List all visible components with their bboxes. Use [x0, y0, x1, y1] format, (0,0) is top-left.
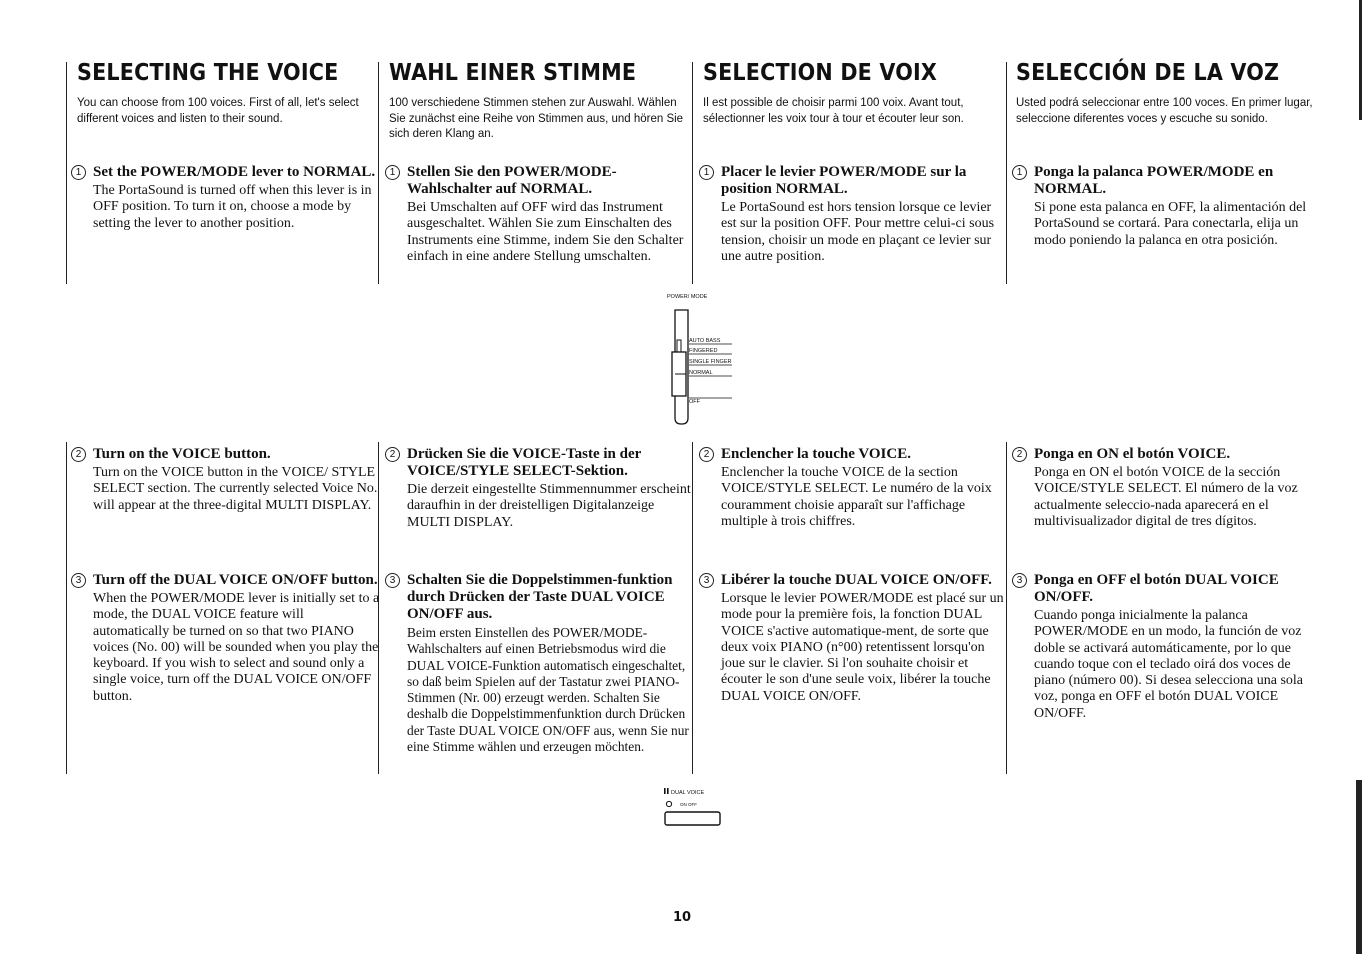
- dual-voice-label: DUAL VOICE: [671, 790, 705, 796]
- step-body: Si pone esta palanca en OFF, la alimentación del PortaSound se cortará. Para conectarla, elija un modo poniendo la palanca en otra posición.: [1034, 200, 1307, 248]
- step-3: [699, 572, 1009, 705]
- step-body: The PortaSound is turned off when this lever is in OFF position. To turn it on, choose a mode by setting the lever to another position.: [93, 183, 372, 231]
- step-heading: [385, 446, 695, 480]
- step-number-circle: 2: [1012, 447, 1027, 462]
- step-heading: [385, 164, 695, 198]
- step-heading-text: Stellen Sie den POWER/MODE-Wahlschalter auf NORMAL.: [407, 164, 617, 197]
- step-heading: [1012, 572, 1322, 606]
- step-body: Lorsque le levier POWER/MODE est placé sur un mode pour la première fois, la fonction DUAL VOICE s'active automatique-ment, de sorte que deux voix PIANO (n°00) retentissent lorsqu'on joue sur le clavier. Si l'on souhaite choisir et écouter le son d'une seule voix, libérer la touche DUAL VOICE ON/OFF.: [721, 591, 1004, 704]
- dual-voice-button: [665, 812, 720, 825]
- step-3: [385, 572, 695, 755]
- step-number-circle: 3: [71, 573, 86, 588]
- step-number-circle: 1: [71, 165, 86, 180]
- section-intro: Il est possible de choisir parmi 100 voix. Avant tout, sélectionner les voix tour à tour et écouter leur son.: [703, 97, 964, 125]
- step-heading-text: Turn off the DUAL VOICE ON/OFF button.: [93, 572, 378, 588]
- mode-single-finger: SINGLE FINGER: [689, 359, 732, 365]
- step-heading-text: Ponga la palanca POWER/MODE en NORMAL.: [1034, 164, 1274, 197]
- step-number-circle: 1: [699, 165, 714, 180]
- step-1: [71, 164, 381, 232]
- step-body: Cuando ponga inicialmente la palanca POWER/MODE en un modo, la función de voz doble se activará automáticamente, por lo que cuando toque con el teclado oirá dos voces de piano (número 00). Si desea selecciona una sola voz, ponga en OFF el botón DUAL VOICE ON/OFF.: [1034, 608, 1304, 721]
- step-body: Le PortaSound est hors tension lorsque ce levier est sur la position OFF. Pour mettre celui-ci sous tension, choisir un mode en plaçant ce levier sur une autre position.: [721, 200, 995, 264]
- step-1: [1012, 164, 1322, 249]
- step-heading-text: Enclencher la touche VOICE.: [721, 446, 911, 462]
- step-3: [71, 572, 381, 705]
- step-heading: [1012, 164, 1322, 198]
- step-heading-text: Ponga en OFF el botón DUAL VOICE ON/OFF.: [1034, 572, 1279, 605]
- step-heading: [385, 572, 695, 623]
- step-body: Beim ersten Einstellen des POWER/MODE-Wahlschalters auf einen Betriebsmodus wird die DUAL VOICE-Funktion automatisch eingeschaltet, so daß beim Spielen auf der Tastatur zwei PIANO-Stimmen (Nr. 00) erzeugt werden. Schalten Sie deshalb die Doppelstimmenfunktion durch Drücken der Taste DUAL VOICE ON/OFF aus, wenn Sie nur eine Stimme wählen und erzeugen möchten.: [407, 625, 689, 755]
- section-title: SELECTING THE VOICE: [77, 60, 339, 86]
- section-german: [389, 58, 689, 143]
- step-heading: [699, 446, 1009, 463]
- step-heading: [1012, 446, 1322, 463]
- step-heading: [71, 572, 381, 589]
- step-2: [1012, 446, 1322, 530]
- section-title: SELECCIÓN DE LA VOZ: [1016, 60, 1280, 86]
- page-number: 10: [672, 910, 692, 925]
- mode-normal: NORMAL: [689, 370, 713, 376]
- step-2: [71, 446, 381, 514]
- step-body: Bei Umschalten auf OFF wird das Instrument ausgeschaltet. Wählen Sie zum Einschalten des Instruments eine Stimme, indem Sie den Schalter einfach in eine andere Stellung umschalten.: [407, 200, 684, 264]
- step-2: [385, 446, 695, 531]
- step-number-circle: 1: [1012, 165, 1027, 180]
- step-heading: [699, 572, 1009, 589]
- section-title: WAHL EINER STIMME: [389, 60, 637, 86]
- step-heading-text: Placer le levier POWER/MODE sur la position NORMAL.: [721, 164, 967, 197]
- section-intro: Usted podrá seleccionar entre 100 voces. En primer lugar, seleccione diferentes voces y escuche su sonido.: [1016, 97, 1313, 125]
- step-heading-text: Schalten Sie die Doppelstimmen-funktion durch Drücken der Taste DUAL VOICE ON/OFF aus.: [407, 572, 673, 622]
- dual-voice-mark: [664, 788, 666, 794]
- section-title: SELECTION DE VOIX: [703, 60, 938, 86]
- step-body: Ponga en ON el botón VOICE de la sección VOICE/STYLE SELECT. El número de la voz actualmente seleccio-nada aparecerá en el multivisualizador digital de tres dígitos.: [1034, 465, 1298, 529]
- step-2: [699, 446, 1009, 530]
- step-3: [1012, 572, 1322, 722]
- step-body: Enclencher la touche VOICE de la section VOICE/STYLE SELECT. Le numéro de la voix couramment choisie apparaît sur l'affichage multiple à trois chiffres.: [721, 465, 992, 529]
- step-heading-text: Turn on the VOICE button.: [93, 446, 271, 462]
- power-mode-label: POWER/ MODE: [667, 294, 708, 300]
- step-number-circle: 2: [71, 447, 86, 462]
- dual-voice-indicator-icon: [666, 801, 671, 806]
- power-mode-lever-figure: [660, 290, 740, 430]
- dual-voice-on-off-label: ON OFF: [680, 802, 697, 807]
- step-body: Die derzeit eingestellte Stimmennummer erscheint daraufhin in der dreistelligen Digitalanzeige MULTI DISPLAY.: [407, 482, 691, 530]
- step-heading-text: Set the POWER/MODE lever to NORMAL.: [93, 164, 376, 180]
- mode-auto-bass: AUTO BASS: [689, 338, 721, 344]
- scan-edge-mark: [1356, 780, 1362, 954]
- step-number-circle: 2: [385, 447, 400, 462]
- section-spanish: [1016, 58, 1316, 127]
- section-english: [77, 58, 377, 127]
- step-1: [385, 164, 695, 265]
- dual-voice-mark: [667, 788, 669, 794]
- step-body: When the POWER/MODE lever is initially set to a mode, the DUAL VOICE feature will automatically be turned on so that two PIANO voices (No. 00) will be sounded when you play the keyboard. If you wish to select and sound only a single voice, turn off the DUAL VOICE ON/OFF button.: [93, 591, 380, 704]
- section-intro: 100 verschiedene Stimmen stehen zur Auswahl. Wählen Sie zunächst eine Reihe von Stimmen aus, und hören Sie sich deren Klang an.: [389, 97, 684, 140]
- step-heading: [71, 446, 381, 463]
- step-heading-text: Libérer la touche DUAL VOICE ON/OFF.: [721, 572, 992, 588]
- step-heading: [699, 164, 1009, 198]
- column-divider: [66, 442, 67, 774]
- step-body: Turn on the VOICE button in the VOICE/ STYLE SELECT section. The currently selected Voice No. will appear at the three-digital MULTI DISPLAY.: [93, 465, 378, 513]
- step-number-circle: 3: [699, 573, 714, 588]
- step-number-circle: 2: [699, 447, 714, 462]
- lever-tab: [677, 340, 681, 352]
- section-intro: You can choose from 100 voices. First of all, let's select different voices and listen to their sound.: [77, 97, 359, 125]
- step-number-circle: 1: [385, 165, 400, 180]
- step-heading: [71, 164, 381, 181]
- step-heading-text: Ponga en ON el botón VOICE.: [1034, 446, 1231, 462]
- section-french: [703, 58, 1003, 127]
- step-1: [699, 164, 1009, 265]
- column-divider: [66, 62, 67, 284]
- step-number-circle: 3: [385, 573, 400, 588]
- mode-off: OFF: [689, 399, 700, 405]
- step-number-circle: 3: [1012, 573, 1027, 588]
- mode-fingered: FINGERED: [689, 348, 718, 354]
- step-heading-text: Drücken Sie die VOICE-Taste in der VOICE/STYLE SELECT-Sektion.: [407, 446, 642, 479]
- dual-voice-button-figure: [660, 784, 740, 834]
